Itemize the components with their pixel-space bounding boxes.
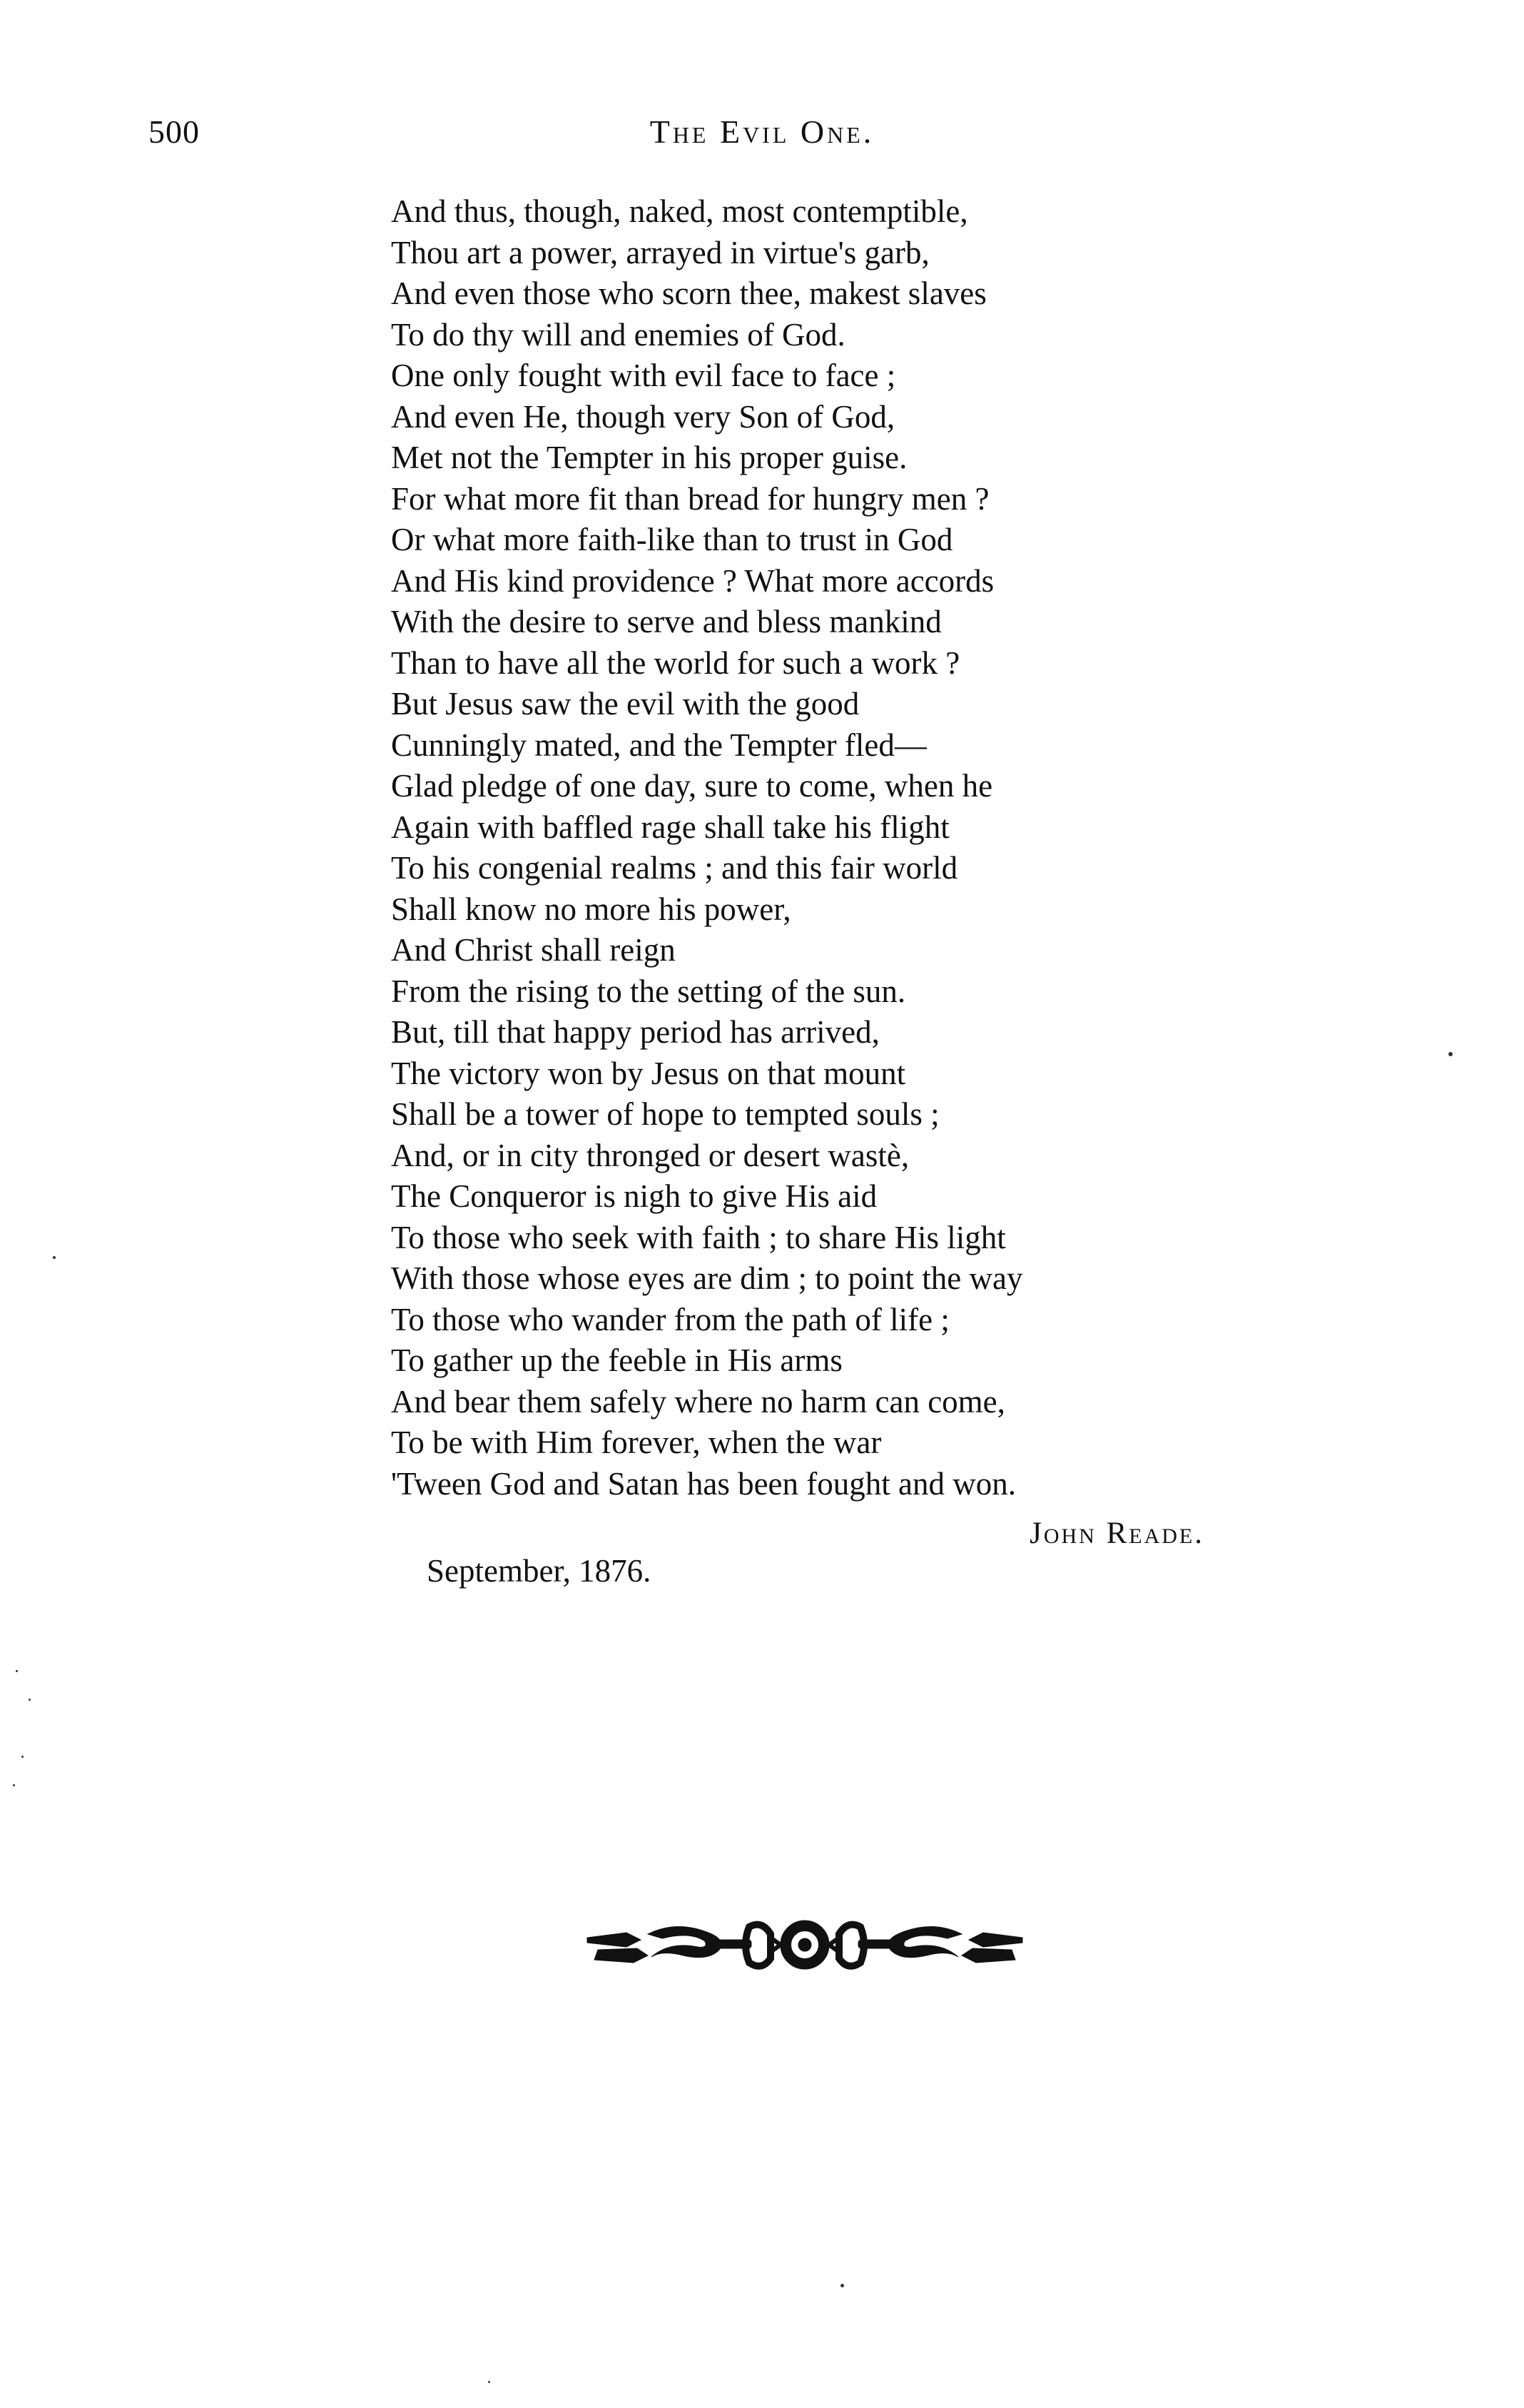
- poem-line: Shall know no more his power,: [391, 891, 791, 927]
- poem-line: And even He, though very Son of God,: [391, 398, 895, 435]
- poem-line: To his congenial realms ; and this fair world: [391, 850, 958, 886]
- poem-body: [391, 191, 1461, 1504]
- poem-line: Or what more faith-like than to trust in God: [391, 522, 953, 557]
- poem-line: Met not the Tempter in his proper guise.: [391, 440, 908, 475]
- poem-line: Thou art a power, arrayed in virtue's garb,: [391, 234, 930, 270]
- poem-line: And, or in city thronged or desert wastè,: [391, 1137, 910, 1173]
- decorative-chain-ornament-icon: [584, 1906, 1026, 1984]
- poem-line: But Jesus saw the evil with the good: [391, 686, 860, 722]
- poem-line: To those who seek with faith ; to share His light: [391, 1219, 1006, 1255]
- poem-line: To be with Him forever, when the war: [391, 1425, 882, 1460]
- print-speck: [29, 1699, 31, 1701]
- running-title: The Evil One.: [649, 113, 875, 150]
- poem-line: Shall be a tower of hope to tempted souls ;: [391, 1096, 940, 1132]
- print-speck: [16, 1670, 18, 1672]
- poem-line: And His kind providence ? What more accords: [391, 562, 995, 599]
- poem-line: The victory won by Jesus on that mount: [391, 1055, 906, 1091]
- print-speck: [21, 1756, 24, 1758]
- print-speck: [53, 1256, 56, 1259]
- poem-date: September, 1876.: [427, 1553, 651, 1589]
- print-speck: [488, 2381, 490, 2383]
- poem-line: The Conqueror is nigh to give His aid: [391, 1178, 878, 1214]
- poem-line: To gather up the feeble in His arms: [391, 1342, 843, 1378]
- poem-line: With those whose eyes are dim ; to point the way: [391, 1260, 1023, 1296]
- print-speck: [840, 2284, 844, 2287]
- poem-line: From the rising to the setting of the sun.: [391, 973, 906, 1009]
- poem-line: With the desire to serve and bless mankind: [391, 604, 942, 639]
- poem-line: Glad pledge of one day, sure to come, when he: [391, 768, 993, 804]
- poem-line: But, till that happy period has arrived,: [391, 1014, 880, 1050]
- print-speck: [13, 1784, 15, 1786]
- poem-line: Cunningly mated, and the Tempter fled—: [391, 727, 927, 763]
- poem-line: To do thy will and enemies of God.: [391, 316, 845, 353]
- print-speck: [1448, 1052, 1453, 1056]
- poem-line: Than to have all the world for such a work ?: [391, 644, 960, 681]
- poem-line: Again with baffled rage shall take his flight: [391, 809, 950, 845]
- poem-line: And even those who scorn thee, makest slaves: [391, 275, 987, 311]
- poem-line: 'Tween God and Satan has been fought and won.: [391, 1465, 1016, 1502]
- poem-author: John Reade.: [1030, 1517, 1204, 1550]
- poem-line: For what more fit than bread for hungry men ?: [391, 480, 990, 517]
- poem-line: And bear them safely where no harm can come,: [391, 1383, 1005, 1420]
- page-number: 500: [148, 113, 200, 150]
- poem-line: And thus, though, naked, most contemptible,: [391, 193, 968, 229]
- poem-line: And Christ shall reign: [391, 932, 676, 968]
- poem-line: One only fought with evil face to face ;: [391, 358, 896, 393]
- poem-line: To those who wander from the path of life ;: [391, 1301, 950, 1337]
